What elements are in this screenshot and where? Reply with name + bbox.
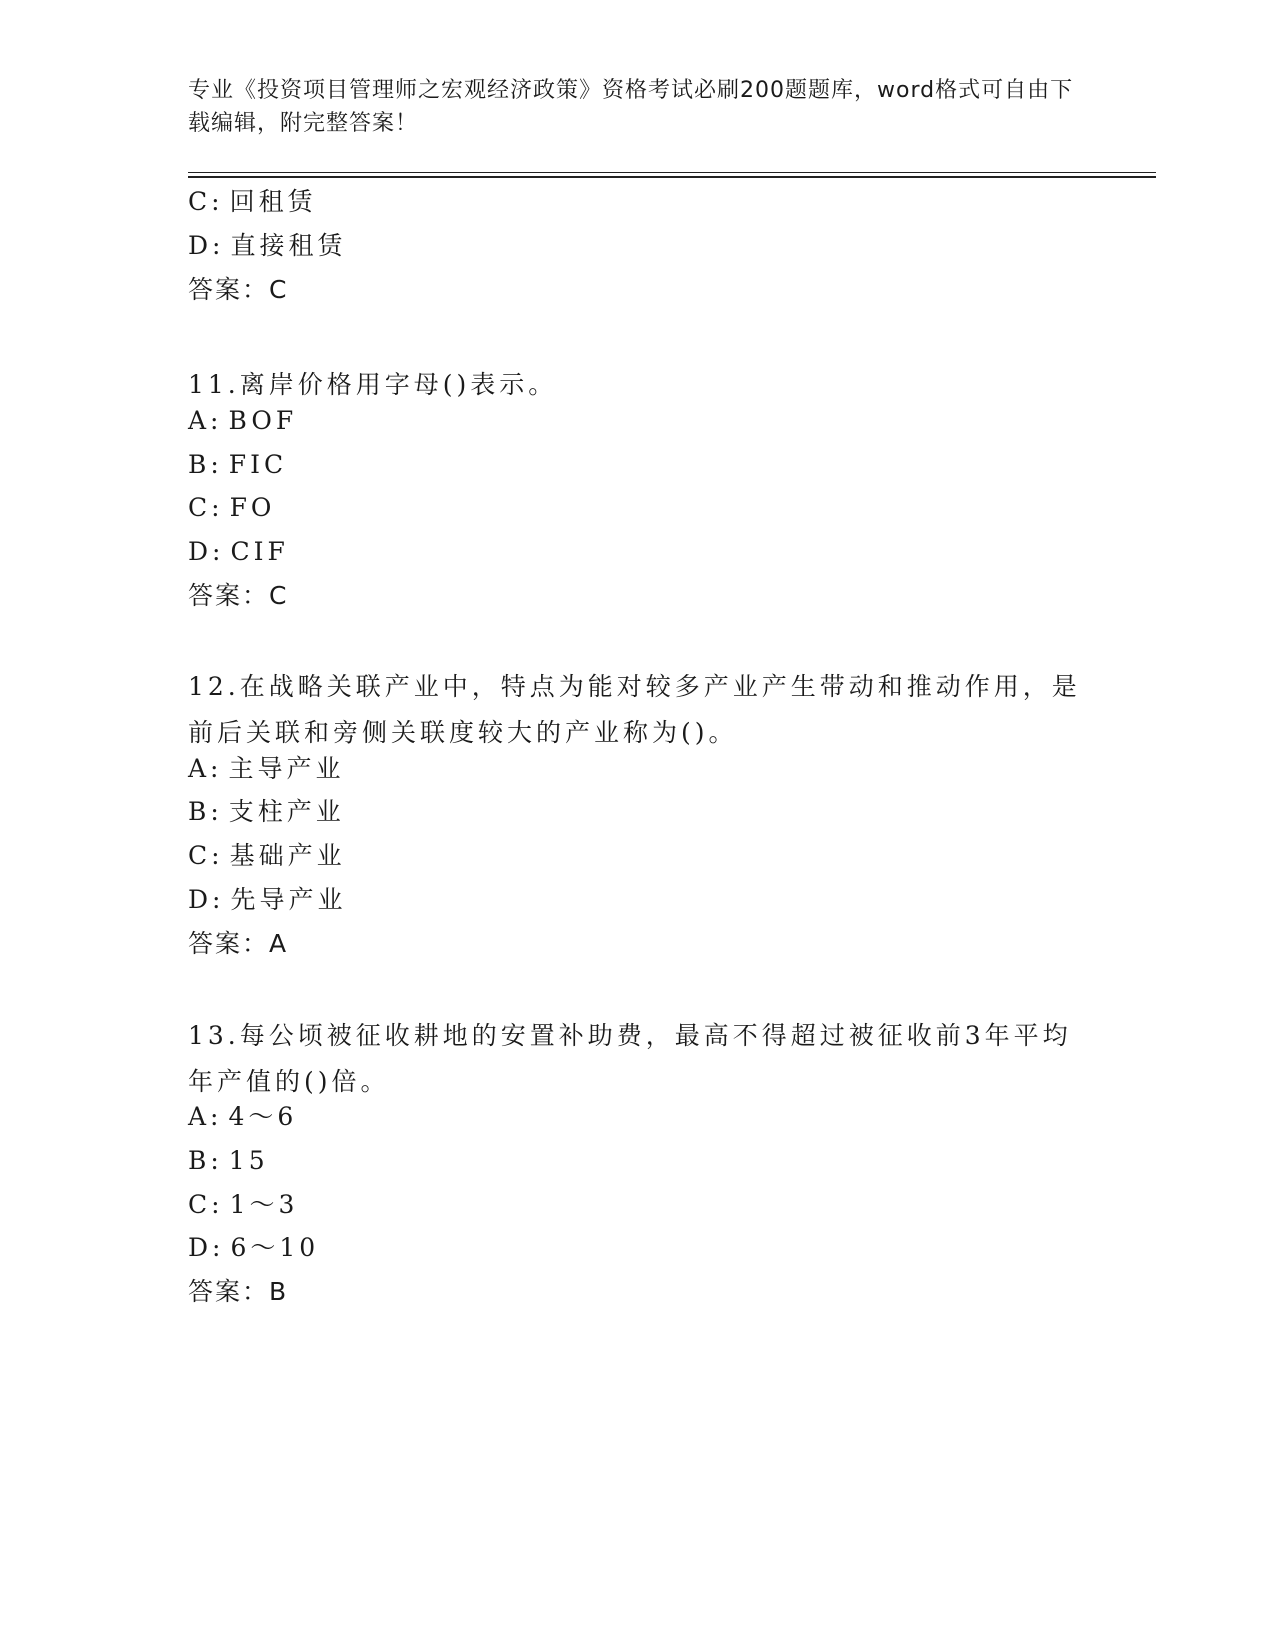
option-a — [188, 1102, 297, 1132]
option-c — [188, 187, 317, 217]
option-d — [188, 885, 346, 915]
option-label: B: — [188, 797, 223, 826]
option-label: D: — [188, 1233, 225, 1262]
header-divider-thin — [188, 172, 1156, 173]
header-divider-thick — [188, 176, 1156, 178]
option-label: B: — [188, 1146, 223, 1175]
option-label: D: — [188, 231, 225, 260]
answer-line: 答案：B — [188, 1277, 289, 1306]
answer-line: 答案：C — [188, 581, 289, 610]
option-text: 1～3 — [229, 1190, 299, 1219]
option-text: FO — [229, 493, 276, 522]
option-d — [188, 231, 346, 261]
option-label: C: — [188, 1190, 224, 1219]
option-label: D: — [188, 885, 225, 914]
document-header: 专业《投资项目管理师之宏观经济政策》资格考试必刷200题题库，word格式可自由下载编辑，附完整答案！ — [188, 78, 1074, 136]
option-text: 4～6 — [228, 1102, 298, 1131]
option-label: C: — [188, 841, 224, 870]
option-text: CIF — [230, 537, 289, 566]
answer-line: 答案：A — [188, 929, 289, 958]
option-text: 回租赁 — [229, 187, 317, 216]
question-stem: 13.每公顷被征收耕地的安置补助费，最高不得超过被征收前3年平均年产值的()倍。 — [188, 1021, 1072, 1096]
question-stem: 12.在战略关联产业中，特点为能对较多产业产生带动和推动作用，是前后关联和旁侧关联度较大的产业称为()。 — [188, 672, 1081, 747]
option-text: 15 — [228, 1146, 269, 1175]
option-c — [188, 841, 346, 871]
option-c — [188, 493, 275, 523]
option-text: FIC — [228, 450, 288, 479]
option-b — [188, 450, 287, 480]
option-c — [188, 1190, 298, 1220]
option-text: 基础产业 — [229, 841, 346, 870]
option-label: C: — [188, 187, 224, 216]
option-text: BOF — [228, 406, 298, 435]
answer-line: 答案：C — [188, 275, 289, 304]
option-text: 先导产业 — [230, 885, 347, 914]
option-text: 主导产业 — [228, 754, 345, 783]
option-d — [188, 537, 289, 567]
option-a — [188, 406, 297, 436]
option-label: A: — [188, 754, 223, 783]
option-label: D: — [188, 537, 225, 566]
option-label: A: — [188, 1102, 223, 1131]
question-stem: 11.离岸价格用字母()表示。 — [188, 370, 558, 399]
option-text: 6～10 — [230, 1233, 320, 1262]
option-label: B: — [188, 450, 223, 479]
option-text: 直接租赁 — [230, 231, 347, 260]
option-label: C: — [188, 493, 224, 522]
option-b — [188, 797, 345, 827]
option-d — [188, 1233, 319, 1263]
option-b — [188, 1146, 269, 1176]
option-label: A: — [188, 406, 223, 435]
option-text: 支柱产业 — [228, 797, 345, 826]
option-a — [188, 754, 345, 784]
